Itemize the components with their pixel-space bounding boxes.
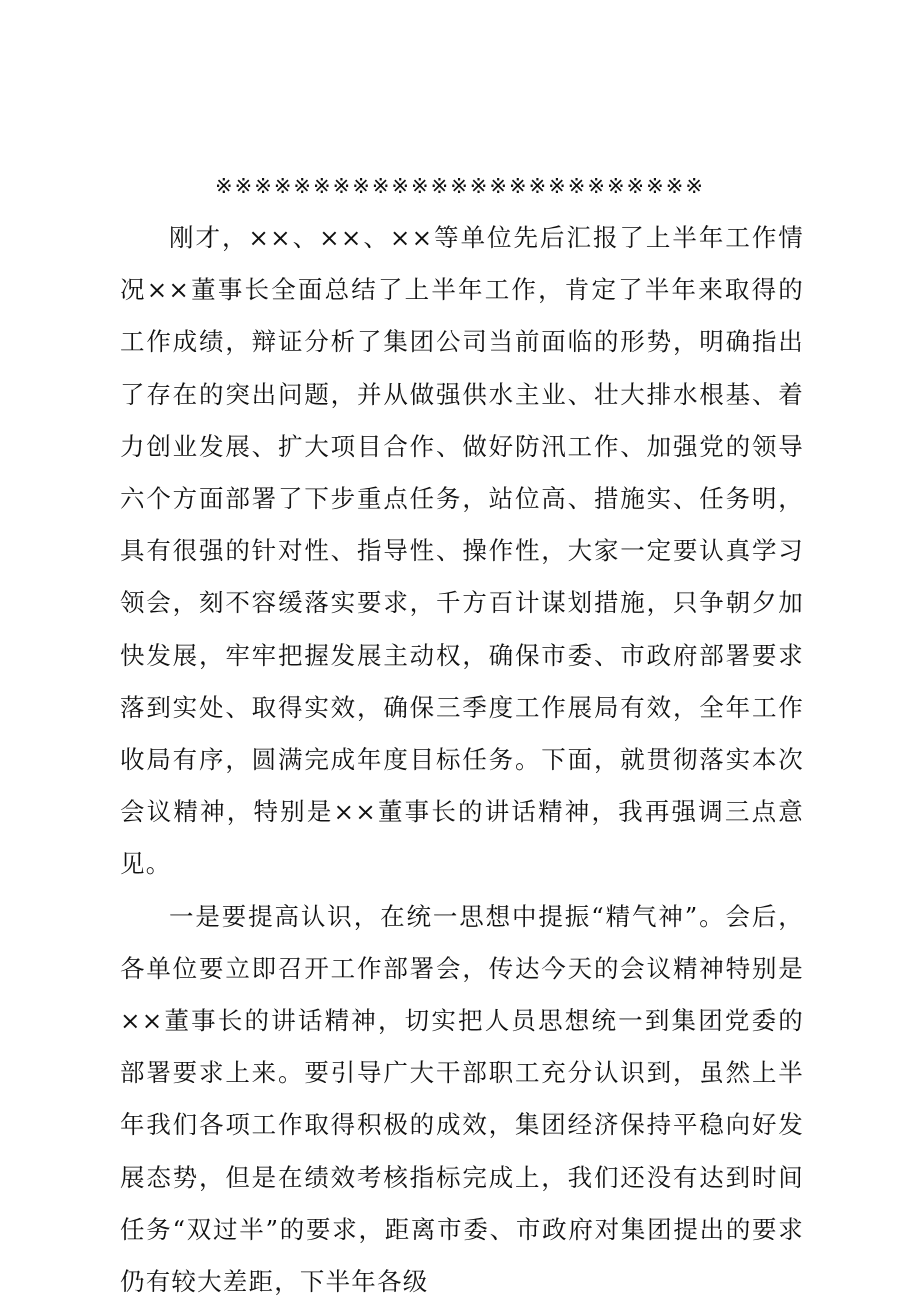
paragraph-intro: 刚才，××、××、××等单位先后汇报了上半年工作情况××董事长全面总结了上半年工作，肯定了半年来取得的工作成绩，辩证分析了集团公司当前面临的形势，明确指出了存在的突出问题，并从做强供水主业、壮大排水根基、着力创业发展、扩大项目合作、做好防汛工作、加强党的领导六个方面部署了下步重点任务，站位高、措施实、任务明，具有很强的针对性、指导性、操作性，大家一定要认真学习领会，刻不容缓落实要求，千方百计谋划措施，只争朝夕加快发展，牢牢把握发展主动权，确保市委、市政府部署要求落到实处、取得实效，确保三季度工作展局有效，全年工作收局有序，圆满完成年度目标任务。下面，就贯彻落实本次会议精神，特别是××董事长的讲话精神，我再强调三点意见。 (120, 223, 804, 879)
document-body (120, 212, 804, 1308)
paragraph-point-one: 一是要提高认识，在统一思想中提振“精气神”。会后，各单位要立即召开工作部署会，传达今天的会议精神特别是××董事长的讲话精神，切实把人员思想统一到集团党委的部署要求上来。要引导广大干部职工充分认识到，虽然上半年我们各项工作取得积极的成效，集团经济保持平稳向好发展态势，但是在绩效考核指标完成上，我们还没有达到时间任务“双过半”的要求，距离市委、市政府对集团提出的要求仍有较大差距，下半年各级 (120, 901, 804, 1297)
section-divider: ※※※※※※※※※※※※※※※※※※※※※※※※※ (215, 174, 705, 198)
